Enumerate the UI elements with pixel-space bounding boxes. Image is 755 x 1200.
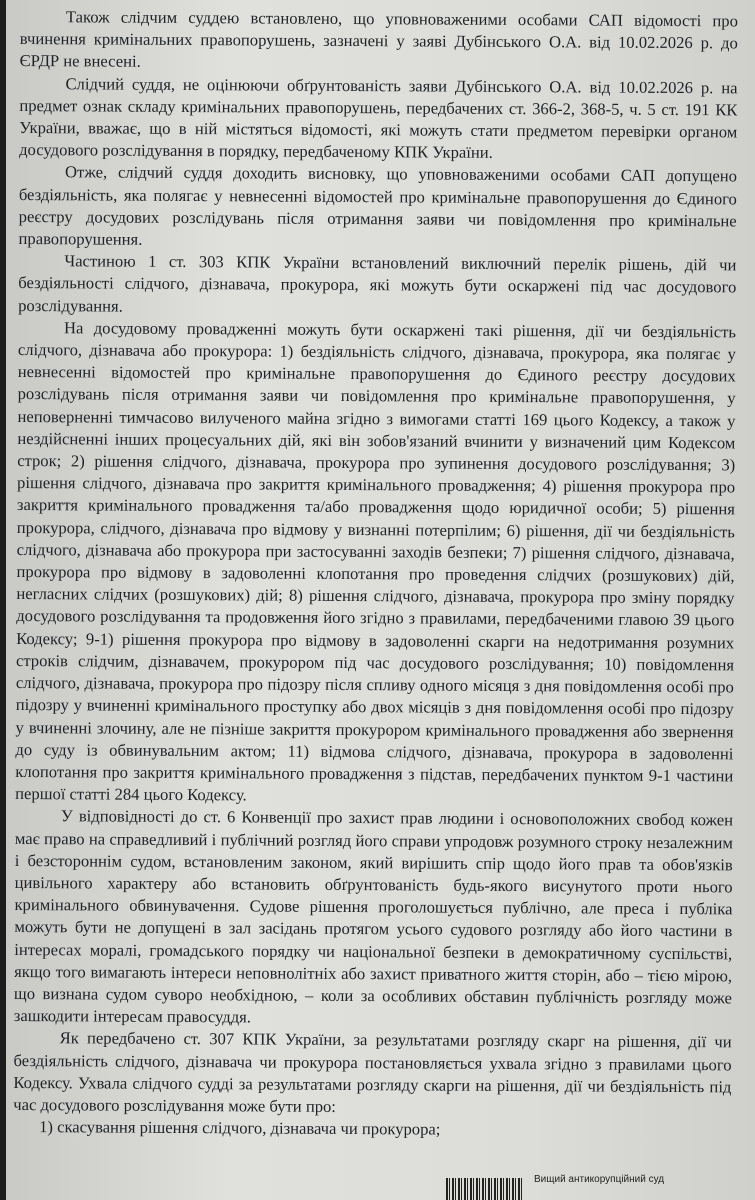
document-body bbox=[13, 6, 738, 1143]
paragraph-convention-article-6: У відповідності до ст. 6 Конвенції про захист прав людини і основоположних свобод кожен має право на справедливий і публічний розгляд його справи упродовж розумного строку незалежним і безстороннім судом, встановленим законом, який вирішить спір щодо його прав та обов'язків цивільного характеру або встановить обґрунтованість будь-якого висунутого проти нього кримінального обвинувачення. Судове рішення проголошується публічно, але преса і публіка можуть бути не допущені в зал засідань протягом усього судового розгляду або його частини в інтересах моралі, громадського порядку чи національної безпеки в демократичному суспільстві, якщо того вимагають інтереси неповнолітніх або захист приватного життя сторін, або – тією мірою, що визнана судом суворо необхідною, – коли за особливих обставин публічність розгляду може зашкодити інтересам правосуддя. bbox=[13, 806, 734, 1027]
list-item-cancel-decision: 1) скасування рішення слідчого, дізнавача чи прокурора; bbox=[39, 1117, 441, 1139]
page-footer bbox=[446, 1172, 746, 1200]
paragraph-article-303: Частиною 1 ст. 303 КПК України встановлений виключний перелік рішень, дій чи бездіяльності слідчого, дізнавача, прокурора, які можуть бути оскаржені під час досудового розслідування. bbox=[18, 251, 737, 316]
court-stamp: Вищий антикорупційний суд bbox=[534, 1174, 665, 1185]
paragraph-article-307: Як передбачено ст. 307 КПК України, за результатами розгляду скарг на рішення, дії чи бездіяльність слідчого, дізнавача чи прокурора постановляється ухвала згідно з правилами цього Кодексу. Ухвала слідчого судді за результатами розгляду скарги на рішення, дії чи бездіяльність під час досудового розслідування може бути про: bbox=[13, 1028, 732, 1116]
barcode-graphic bbox=[446, 1178, 524, 1200]
paragraph-sap-not-entered: Також слідчим суддею встановлено, що уповноваженими особами САП відомості про вчинення кримінальних правопорушень, зазначені у заяві Дубінського О.А. від 10.02.2026 р. до ЄРДР не внесені. bbox=[19, 7, 738, 72]
paragraph-judge-assessment: Слідчий суддя, не оцінюючи обґрунтованість заяви Дубінського О.А. від 10.02.2026 р. на предмет ознак складу кримінальних правопорушень, передбачених ст. 366-2, 368-5, ч. 5 ст. 191 КК України, вважає, що в ній містяться відомості, які можуть стати предметом перевірки органом досудового розслідування в порядку, передбаченому КПК України. bbox=[19, 73, 738, 163]
document-page bbox=[6, 0, 755, 1200]
paragraph-appealable-decisions: На досудовому провадженні можуть бути оскаржені такі рішення, дії чи бездіяльність слідчого, дізнавача або прокурора: 1) бездіяльність слідчого, дізнавача, прокурора, яка полягає у невнесенні відомостей про кримінальне правопорушення до Єдиного реєстру досудових розслідувань після отримання заяви чи повідомлення про кримінальне правопорушення, у неповерненні тимчасово вилученого майна згідно з вимогами статті 169 цього Кодексу, а також у нездійсненні інших процесуальних дій, які він зобов'язаний вчинити у визначений цим Кодексом строк; 2) рішення слідчого, дізнавача, прокурора про зупинення досудового розслідування; 3) рішення слідчого, дізнавача про закриття кримінального провадження; 4) рішення прокурора про закриття кримінального провадження та/або провадження щодо юридичної особи; 5) рішення прокурора, слідчого, дізнавача про відмову у визнанні потерпілим; 6) рішення, дії чи бездіяльність слідчого, дізнавача або прокурора при застосуванні заходів безпеки; 7) рішення слідчого, дізнавача, прокурора про відмову в задоволенні клопотання про проведення слідчих (розшукових) дій, негласних слідчих (розшукових) дій; 8) рішення слідчого, дізнавача, прокурора про зміну порядку досудового розслідування та продовження його згідно з правилами, передбаченими главою 39 цього Кодексу; 9-1) рішення прокурора про відмову в задоволенні скарги на недотримання розумних строків слідчим, дізнавачем, прокурором під час досудового розслідування; 10) повідомлення слідчого, дізнавача, прокурора про підозру після спливу одного місяця з дня повідомлення особі про підозру у вчиненні кримінального проступку або двох місяців з дня повідомлення особі про підозру у вчиненні злочину, але не пізніше закриття прокурором кримінального провадження або звернення до суду із обвинувальним актом; 11) відмова слідчого, дізнавача, прокурора в задоволенні клопотання про закриття кримінального провадження з підстав, передбачених пунктом 9-1 частини першої статті 284 цього Кодексу. bbox=[15, 318, 737, 805]
paragraph-conclusion-inaction: Отже, слідчий суддя доходить висновку, що уповноваженими особами САП допущено бездіяльність, яка полягає у невнесенні відомостей про кримінальне правопорушення до Єдиного реєстру досудових розслідувань після отримання заяви чи повідомлення про кримінальне правопорушення. bbox=[18, 162, 738, 249]
